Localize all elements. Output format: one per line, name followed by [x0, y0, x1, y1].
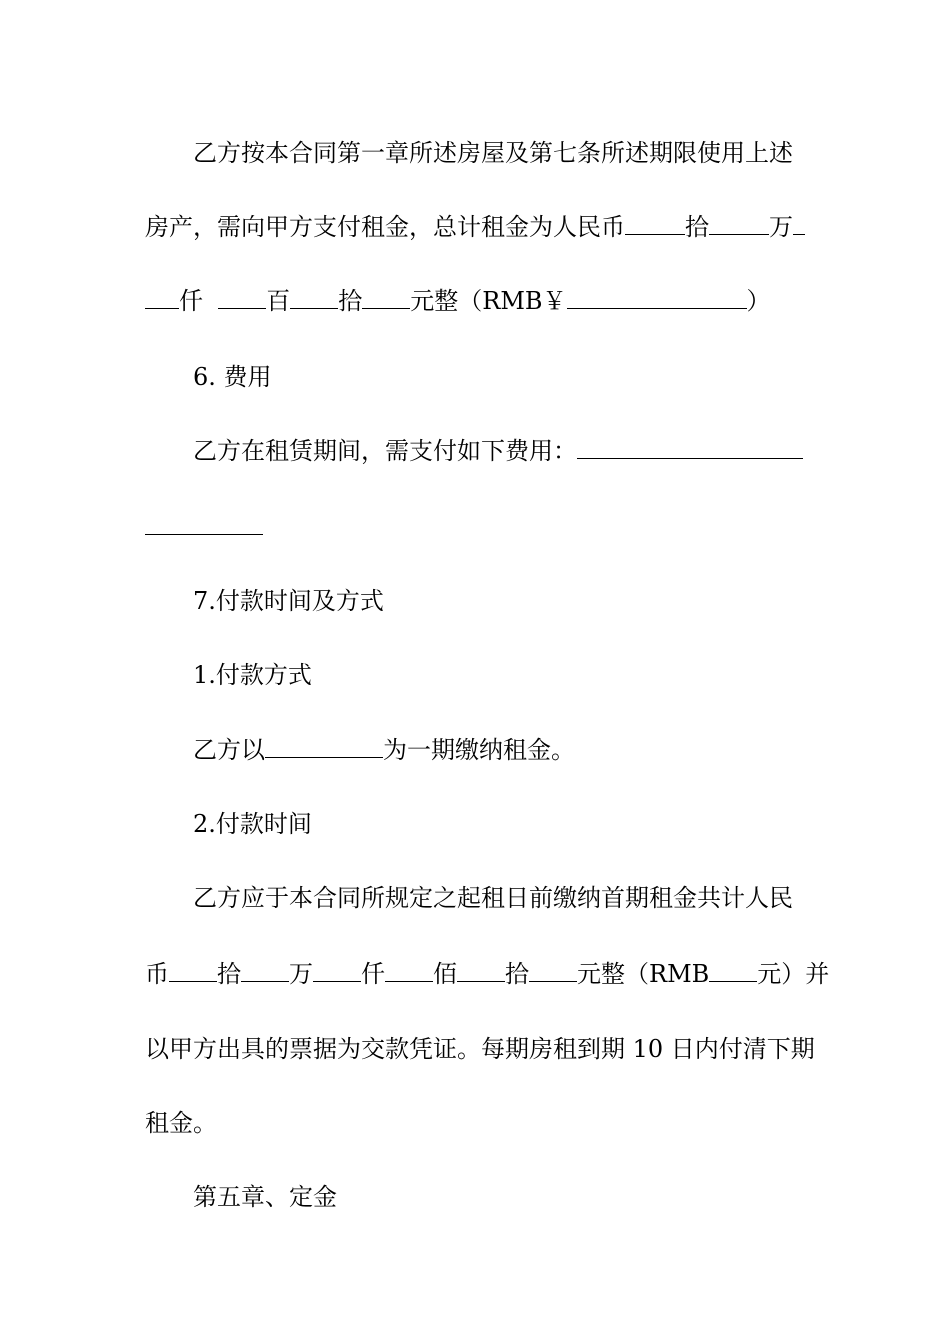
text: 拾 [338, 287, 363, 315]
text: 房产，需向甲方支付租金，总计租金为人民币 [145, 213, 625, 241]
text: 元整（RMB￥ [410, 287, 567, 315]
blank-line [290, 286, 338, 309]
text: 元）并 [757, 960, 830, 988]
text: 佰 [433, 960, 457, 988]
text: 币 [145, 960, 169, 988]
subheading-payment-method [193, 660, 815, 690]
blank-line [145, 534, 263, 535]
text: 以甲方出具的票据为交款凭证。每期房租到期 10 日内付清下期 [145, 1035, 815, 1063]
blank-line [577, 436, 803, 459]
text: 为一期缴纳租金。 [383, 736, 575, 764]
text: 拾 [505, 960, 529, 988]
rent-paragraph-line-1 [193, 138, 815, 168]
rent-paragraph-line-3 [145, 286, 815, 316]
blank-line [145, 286, 179, 309]
text: 拾 [217, 960, 241, 988]
text: ） [746, 287, 771, 315]
payment-time-line-3 [145, 1034, 815, 1064]
text: 乙方应于本合同所规定之起租日前缴纳首期租金共计人民 [193, 884, 793, 912]
blank-line [625, 212, 685, 235]
blank-line [457, 959, 505, 982]
payment-time-line-4 [145, 1108, 815, 1138]
rent-paragraph-line-2 [145, 212, 815, 242]
blank-line [709, 212, 769, 235]
blank-line [709, 959, 757, 982]
blank-line [241, 959, 289, 982]
chapter-heading-deposit [193, 1182, 815, 1212]
text: 拾 [685, 213, 709, 241]
text: 乙方在租赁期间，需支付如下费用： [193, 437, 577, 465]
subheading-payment-time [193, 809, 815, 839]
text: 仟 [361, 960, 385, 988]
text: 2.付款时间 [193, 810, 312, 838]
blank-line [793, 212, 805, 235]
blank-line [567, 286, 747, 309]
payment-time-line-1 [193, 883, 815, 913]
blank-line [218, 286, 266, 309]
blank-line [313, 959, 361, 982]
text: 仟 [179, 287, 203, 315]
text: 万 [769, 213, 793, 241]
blank-line [529, 959, 577, 982]
text: 乙方按本合同第一章所述房屋及第七条所述期限使用上述 [193, 139, 793, 167]
section-heading-fees [193, 362, 815, 392]
text: 7.付款时间及方式 [193, 587, 384, 615]
text: 百 [266, 287, 291, 315]
text: 1.付款方式 [193, 661, 312, 689]
fees-line [193, 436, 815, 466]
section-heading-payment [193, 586, 815, 616]
payment-method-line [193, 735, 815, 765]
text: 第五章、定金 [193, 1183, 337, 1211]
text: 乙方以 [193, 736, 265, 764]
blank-line [385, 959, 433, 982]
blank-line [362, 286, 410, 309]
text: 6. 费用 [193, 363, 272, 391]
blank-line [169, 959, 217, 982]
text: 元整（RMB [577, 960, 710, 988]
blank-line [265, 735, 383, 758]
payment-time-line-2 [145, 959, 830, 989]
text: 万 [289, 960, 313, 988]
text: 租金。 [145, 1109, 217, 1137]
